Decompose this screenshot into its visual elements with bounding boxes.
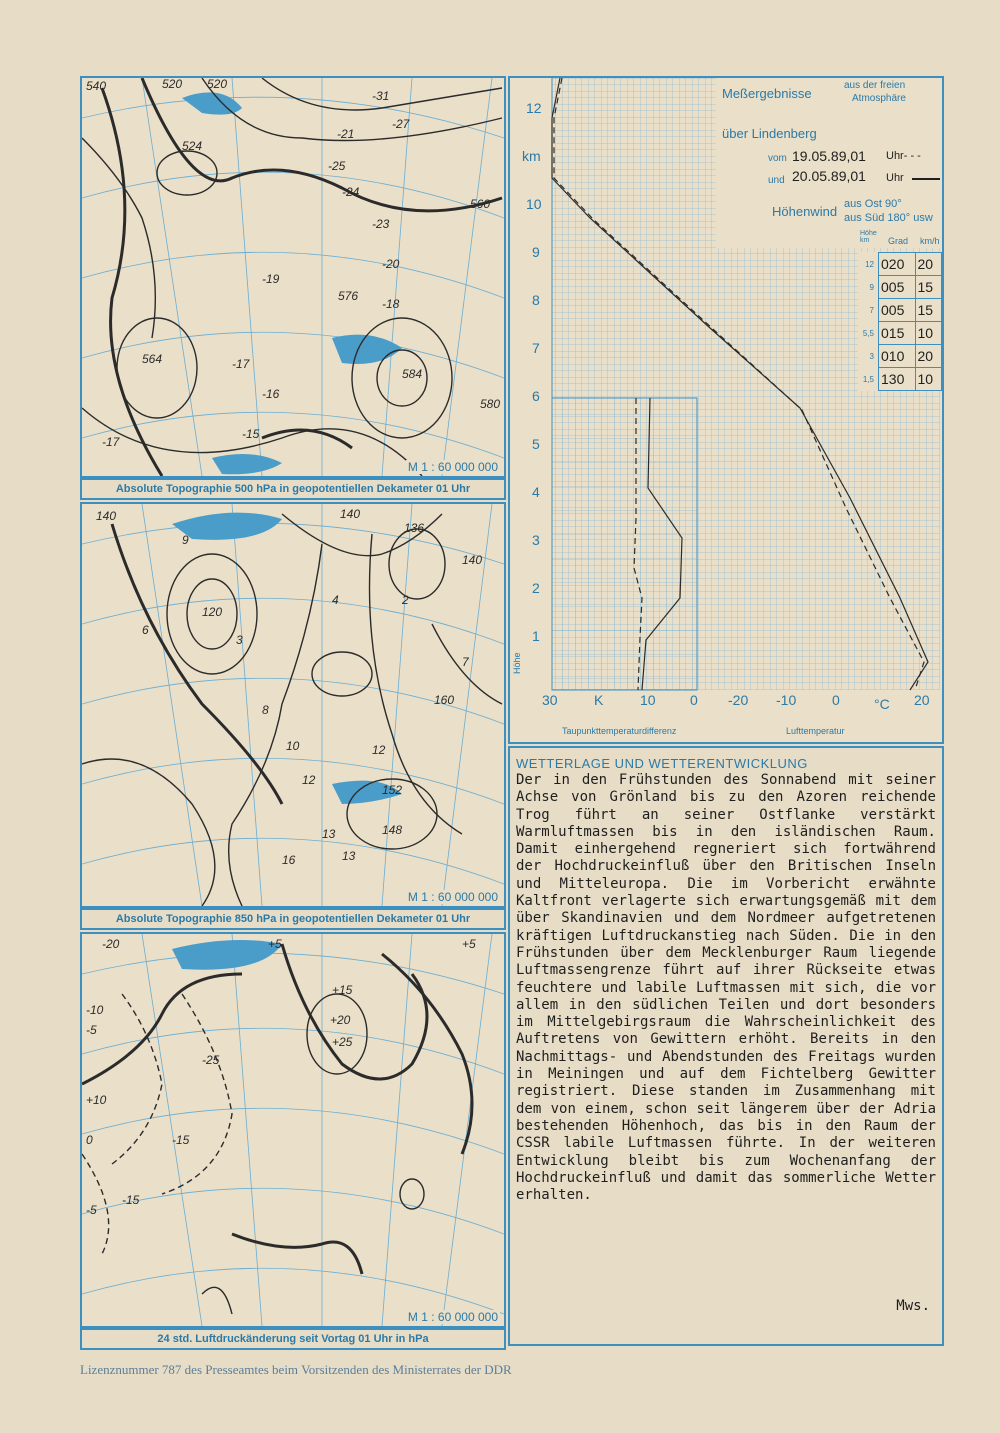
map2-label: 140 xyxy=(462,553,483,567)
map1-label: -17 xyxy=(232,357,250,371)
map2-label: 2 xyxy=(402,593,409,607)
map1-label: -21 xyxy=(337,127,355,141)
wind-note-1: aus Ost 90° xyxy=(844,198,902,210)
map-pressure-change-drawing xyxy=(82,934,504,1326)
wind-dir: 130 xyxy=(879,368,916,391)
map1-label: 520 xyxy=(162,78,183,91)
map1-label: -18 xyxy=(382,297,400,311)
y-tick: 5 xyxy=(532,436,540,452)
diagram-subtitle-1: aus der freien xyxy=(844,80,906,91)
map-500hpa xyxy=(80,76,506,478)
wind-dir: 005 xyxy=(879,276,916,299)
map1-label: 580 xyxy=(480,397,501,411)
wind-header-speed: km/h xyxy=(920,236,940,246)
map3-label: +25 xyxy=(332,1035,353,1049)
weather-signature: Mws. xyxy=(896,1298,930,1314)
map2-label: 152 xyxy=(382,783,403,797)
map1-label: -20 xyxy=(382,257,400,271)
map3-label: +5 xyxy=(268,937,282,951)
map2-label: 140 xyxy=(340,507,361,521)
wind-speed: 15 xyxy=(915,276,942,299)
date2-prefix: und xyxy=(768,175,785,186)
map1-label: 520 xyxy=(207,78,228,91)
map2-label: 6 xyxy=(142,623,149,637)
wind-row xyxy=(858,299,942,322)
y-unit: km xyxy=(522,148,541,164)
x-tick-dew: 30 xyxy=(542,692,558,708)
map1-label: -23 xyxy=(372,217,390,231)
wind-row xyxy=(858,253,942,276)
map2-label: 16 xyxy=(282,853,296,867)
wind-speed: 15 xyxy=(915,299,942,322)
y-tick: 7 xyxy=(532,340,540,356)
map-caption-500hpa: Absolute Topographie 500 hPa in geopotentiellen Dekameter 01 Uhr xyxy=(80,478,506,500)
map1-label: -15 xyxy=(242,427,260,441)
wind-header-height: Höhe km xyxy=(860,230,877,244)
y-tick: 12 xyxy=(526,100,542,116)
map-850hpa xyxy=(80,502,506,908)
wind-height: 1,5 xyxy=(862,374,874,384)
x-tick-temp: °C xyxy=(874,696,890,712)
map1-label: -19 xyxy=(262,272,280,286)
wind-speed: 20 xyxy=(915,253,942,276)
y-tick: 6 xyxy=(532,388,540,404)
wind-title: Höhenwind xyxy=(772,204,838,219)
map3-label: -20 xyxy=(102,937,120,951)
weather-text-panel xyxy=(508,746,944,1346)
map3-label: -15 xyxy=(172,1133,190,1147)
map2-label: 13 xyxy=(342,849,356,863)
map-500hpa-drawing xyxy=(82,78,504,476)
x-caption-dew: Taupunkttemperaturdifferenz xyxy=(562,726,677,736)
date2-value: 20.05.89,01 xyxy=(792,168,866,184)
map1-label: 524 xyxy=(182,139,203,153)
map3-label: +10 xyxy=(86,1093,107,1107)
wind-speed: 20 xyxy=(915,345,942,368)
wind-speed: 10 xyxy=(915,368,942,391)
map1-label: 540 xyxy=(86,79,107,93)
wind-row xyxy=(858,322,942,345)
x-tick-dew: 0 xyxy=(690,692,698,708)
map-caption-850hpa: Absolute Topographie 850 hPa in geopotentiellen Dekameter 01 Uhr xyxy=(80,908,506,930)
wind-speed: 10 xyxy=(915,322,942,345)
map1-label: -24 xyxy=(342,185,360,199)
weather-title: WETTERLAGE UND WETTERENTWICKLUNG xyxy=(516,756,808,771)
x-tick-dew: K xyxy=(594,692,604,708)
x-tick-temp: -20 xyxy=(728,692,749,708)
y-tick: 10 xyxy=(526,196,542,212)
map3-label: -25 xyxy=(202,1053,220,1067)
license-footer: Lizenznummer 787 des Presseamtes beim Vorsitzenden des Ministerrates der DDR xyxy=(80,1362,512,1377)
map2-label: 9 xyxy=(182,533,189,547)
map1-label: -27 xyxy=(392,117,410,131)
wind-note-2: aus Süd 180° usw xyxy=(844,212,933,224)
map-scale: M 1 : 60 000 000 xyxy=(407,1310,498,1324)
radiosonde-grid xyxy=(510,78,942,742)
map3-label: -10 xyxy=(86,1003,104,1017)
wind-table xyxy=(858,252,942,391)
map-pressure-change xyxy=(80,932,506,1328)
radiosonde-diagram xyxy=(508,76,944,744)
map-scale: M 1 : 60 000 000 xyxy=(407,460,498,474)
y-tick: 3 xyxy=(532,532,540,548)
map-scale: M 1 : 60 000 000 xyxy=(407,890,498,904)
map1-label: -16 xyxy=(262,387,280,401)
diagram-station: über Lindenberg xyxy=(722,126,817,141)
wind-dir: 020 xyxy=(879,253,916,276)
x-tick-temp: -10 xyxy=(776,692,797,708)
map2-label: 10 xyxy=(286,739,300,753)
x-tick-dew: 10 xyxy=(640,692,656,708)
date2-line-swatch xyxy=(912,178,940,180)
map1-label: -17 xyxy=(102,435,120,449)
map2-label: 4 xyxy=(332,593,339,607)
x-caption-temp: Lufttemperatur xyxy=(786,726,845,736)
wind-height: 9 xyxy=(869,282,874,292)
map3-label: +20 xyxy=(330,1013,351,1027)
map1-label: -25 xyxy=(328,159,346,173)
wind-row xyxy=(858,345,942,368)
date1-value: 19.05.89,01 xyxy=(792,148,866,164)
map1-label: 564 xyxy=(142,352,163,366)
diagram-subtitle-2: Atmosphäre xyxy=(852,93,906,104)
weather-body: Der in den Frühstunden des Sonnabend mit seiner Achse von Grönland bis zu den Azoren reichende Trog führt an seiner Ostflanke verstärkt Warmluftmassen bis in den isländischen Raum. Damit einhergehend regneriert sich fortwährend der Hochdruckeinfluß über den Britischen Inseln und Mitteleuropa. Die im Vorbericht erwähnte Kaltfront verlagerte sich erwartungsgemäß mit dem über Skandinavien und dem Nordmeer aufgetretenen kräftigen Luftdruckanstieg nach Süden. Die in den Frühstunden über dem Mecklenburger Raum liegende Luftmassengrenze führt auf ihrer Rückseite etwas feuchtere und labile Luftmassen mit sich, die vor allem in den südlichen Teilen und dort besonders im Mittelgebirgsraum die Wahrscheinlichkeit des Auftretens von Gewittern erhöht. Bereits in den Nachmittags- und Abendstunden des Freitags wurden in Meiningen und auf dem Fichtelberg Gewitter registriert. Diese standen im Zusammenhang mit dem von einem, schon seit längerem über der Adria bestehenden Höhenhoch, das bis in den Raum der CSSR labile Luftmassen führte. In der weiteren Entwicklung bleibt bis zum Wochenanfang der Hochdruckeinfluß und damit das sommerliche Wetter erhalten. xyxy=(516,772,936,1204)
x-tick-temp: 20 xyxy=(914,692,930,708)
date2-suffix: Uhr xyxy=(886,172,904,184)
map3-label: +5 xyxy=(462,937,476,951)
wind-height: 3 xyxy=(869,351,874,361)
wind-height: 5,5 xyxy=(862,328,874,338)
y-tick: 1 xyxy=(532,628,540,644)
y-tick: 2 xyxy=(532,580,540,596)
map1-label: 576 xyxy=(338,289,359,303)
map-850hpa-drawing xyxy=(82,504,504,906)
wind-row xyxy=(858,276,942,299)
map2-label: 160 xyxy=(434,693,455,707)
y-tick: 9 xyxy=(532,244,540,260)
y-tick: 8 xyxy=(532,292,540,308)
wind-dir: 005 xyxy=(879,299,916,322)
map1-label: 560 xyxy=(470,197,491,211)
map2-label: 12 xyxy=(372,743,386,757)
wind-row xyxy=(858,368,942,391)
map3-label: +15 xyxy=(332,983,353,997)
map2-label: 13 xyxy=(322,827,336,841)
map1-label: 584 xyxy=(402,367,423,381)
map2-label: 3 xyxy=(236,633,243,647)
y-axis-title: Höhe xyxy=(512,652,522,674)
map3-label: 0 xyxy=(86,1133,93,1147)
wind-height: 12 xyxy=(865,259,874,269)
date1-prefix: vom xyxy=(768,153,787,164)
wind-dir: 015 xyxy=(879,322,916,345)
map2-label: 136 xyxy=(404,521,425,535)
wind-header-dir: Grad xyxy=(888,236,909,246)
map3-label: -5 xyxy=(86,1203,97,1217)
map3-label: -15 xyxy=(122,1193,140,1207)
map2-label: 12 xyxy=(302,773,316,787)
diagram-title: Meßergebnisse xyxy=(722,86,812,101)
map2-label: 8 xyxy=(262,703,269,717)
date1-suffix: Uhr- - - xyxy=(886,150,921,162)
map2-label: 140 xyxy=(96,509,117,523)
x-tick-temp: 0 xyxy=(832,692,840,708)
map2-label: 7 xyxy=(462,655,469,669)
map-caption-pressure-change: 24 std. Luftdruckänderung seit Vortag 01 Uhr in hPa xyxy=(80,1328,506,1350)
map2-label: 148 xyxy=(382,823,403,837)
wind-dir: 010 xyxy=(879,345,916,368)
map2-label: 120 xyxy=(202,605,223,619)
y-tick: 4 xyxy=(532,484,540,500)
wind-height: 7 xyxy=(869,305,874,315)
map1-label: -31 xyxy=(372,89,390,103)
map3-label: -5 xyxy=(86,1023,97,1037)
